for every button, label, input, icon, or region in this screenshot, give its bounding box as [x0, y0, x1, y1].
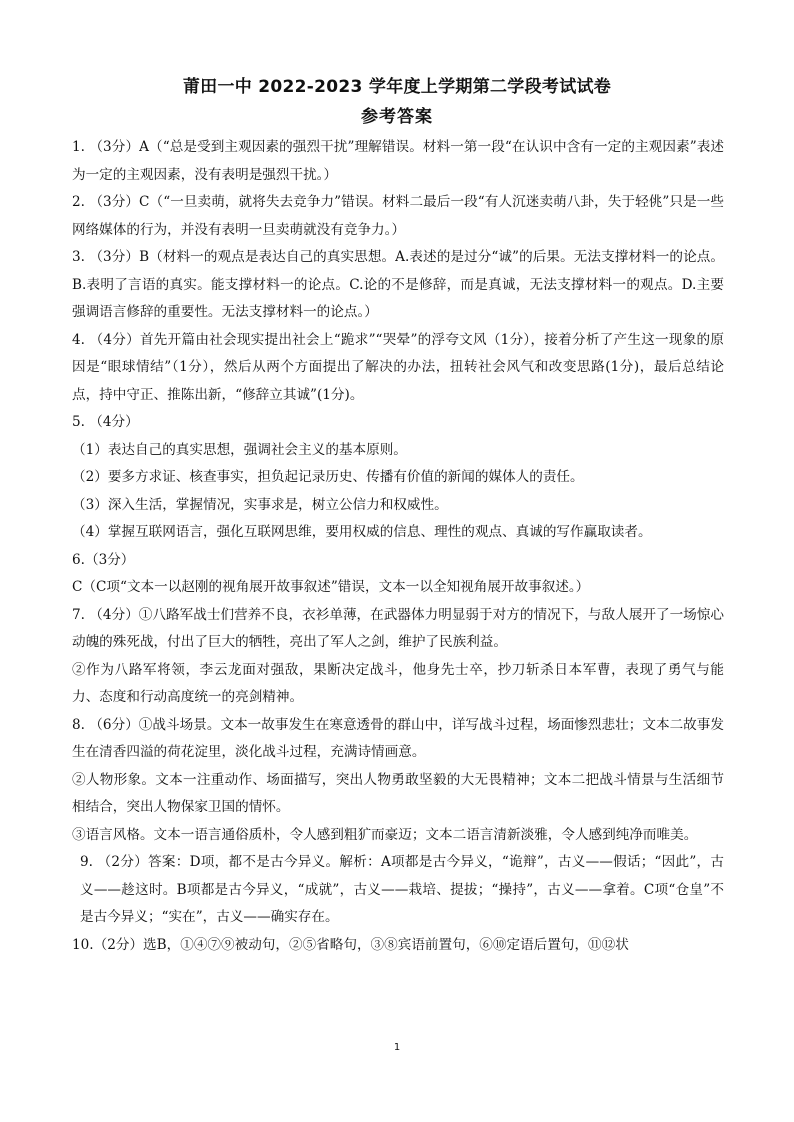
- answer-paragraph: 1. （3分）A（“总是受到主观因素的强烈干扰”理解错误。材料一第一段“在认识中含有一定的主观因素”表述为一定的主观因素，没有表明是强烈干扰。）: [72, 139, 724, 183]
- answer-paragraph: （4）掌握互联网语言，强化互联网思维，要用权威的信息、理性的观点、真诚的写作赢取读者。: [72, 524, 652, 540]
- answer-paragraph: 4. （4分）首先开篇由社会现实提出社会上“跪求”“哭晕”的浮夸文风（1分），接着分析了产生这一现象的原因是“眼球情结”（1分），然后从两个方面提出了解决的办法，扭转社会风气和改变思路(1分)，最后总结论点，持中守正、推陈出新，“修辞立其诚”(1分)。: [72, 331, 724, 403]
- answer-paragraph: 10.（2分）选B，①④⑦⑨被动句，②⑤省略句，③⑧宾语前置句，⑥⑩定语后置句，⑪⑫状: [72, 936, 629, 953]
- answer-paragraph: 6.（3分）: [72, 551, 135, 568]
- answer-paragraph: C（C项“文本一以赵刚的视角展开故事叙述”错误，文本一以全知视角展开故事叙述。）: [72, 579, 590, 595]
- answer-paragraph: （3）深入生活，掌握情况，实事求是，树立公信力和权威性。: [72, 496, 448, 513]
- answer-paragraph: ②作为八路军将领，李云龙面对强敌，果断决定战斗，他身先士卒，抄刀斩杀日本军曹，表现了勇气与能力、态度和行动高度统一的亮剑精神。: [72, 661, 724, 705]
- answer-paragraph: （2）要多方求证、核查事实，担负起记录历史、传播有价值的新闻的媒体人的责任。: [72, 469, 584, 485]
- answer-paragraph: ②人物形象。文本一注重动作、场面描写，突出人物勇敢坚毅的大无畏精神；文本二把战斗情景与生活细节相结合，突出人物保家卫国的情怀。: [72, 771, 724, 815]
- answer-paragraph: 2. （3分）C（“一旦卖萌，就将失去竞争力”错误。材料二最后一段“有人沉迷卖萌八卦，失于轻佻”只是一些网络媒体的行为，并没有表明一旦卖萌就没有竞争力。）: [72, 194, 724, 238]
- answer-paragraph: 3. （3分）B（材料一的观点是表达自己的真实思想。A.表述的是过分“诚”的后果。无法支撑材料一的论点。B.表明了言语的真实。能支撑材料一的论点。C.论的不是修辞，而是真诚，无法支撑材料一的观点。D.主要强调语言修辞的重要性。无法支撑材料一的论点。）: [72, 249, 724, 320]
- answer-paragraph: 8. （6分）①战斗场景。文本一故事发生在寒意透骨的群山中，详写战斗过程，场面惨烈悲壮；文本二故事发生在清香四溢的荷花淀里，淡化战斗过程，充满诗情画意。: [72, 716, 724, 760]
- answer-paragraph: （1）表达自己的真实思想，强调社会主义的基本原则。: [72, 441, 407, 458]
- answer-paragraph: 9. （2分）答案：D项，都不是古今异义。解析：A项都是古今异义，“诡辩”，古义——假话；“因此”，古义——趁这时。B项都是古今异义，“成就”，古义——栽培、提拔；“操持”，古义——拿着。C项“仓皇”不是古今异义；“实在”，古义——确实存在。: [80, 854, 724, 925]
- answer-paragraph: 7. （4分）①八路军战士们营养不良，衣衫单薄，在武器体力明显弱于对方的情况下，与敌人展开了一场惊心动魄的殊死战，付出了巨大的牺牲，亮出了军人之剑，维护了民族利益。: [72, 606, 724, 650]
- page-number: 1: [393, 1042, 401, 1053]
- document-subtitle: 参考答案: [361, 107, 433, 127]
- document-title: 莆田一中 2022-2023 学年度上学期第二学段考试试卷: [182, 77, 612, 97]
- answer-paragraph: ③语言风格。文本一语言通俗质朴，令人感到粗犷而豪迈；文本二语言清新淡雅，令人感到纯净而唯美。: [72, 826, 698, 843]
- answer-paragraph: 5. （4分）: [72, 414, 139, 430]
- answer-body: [72, 134, 724, 959]
